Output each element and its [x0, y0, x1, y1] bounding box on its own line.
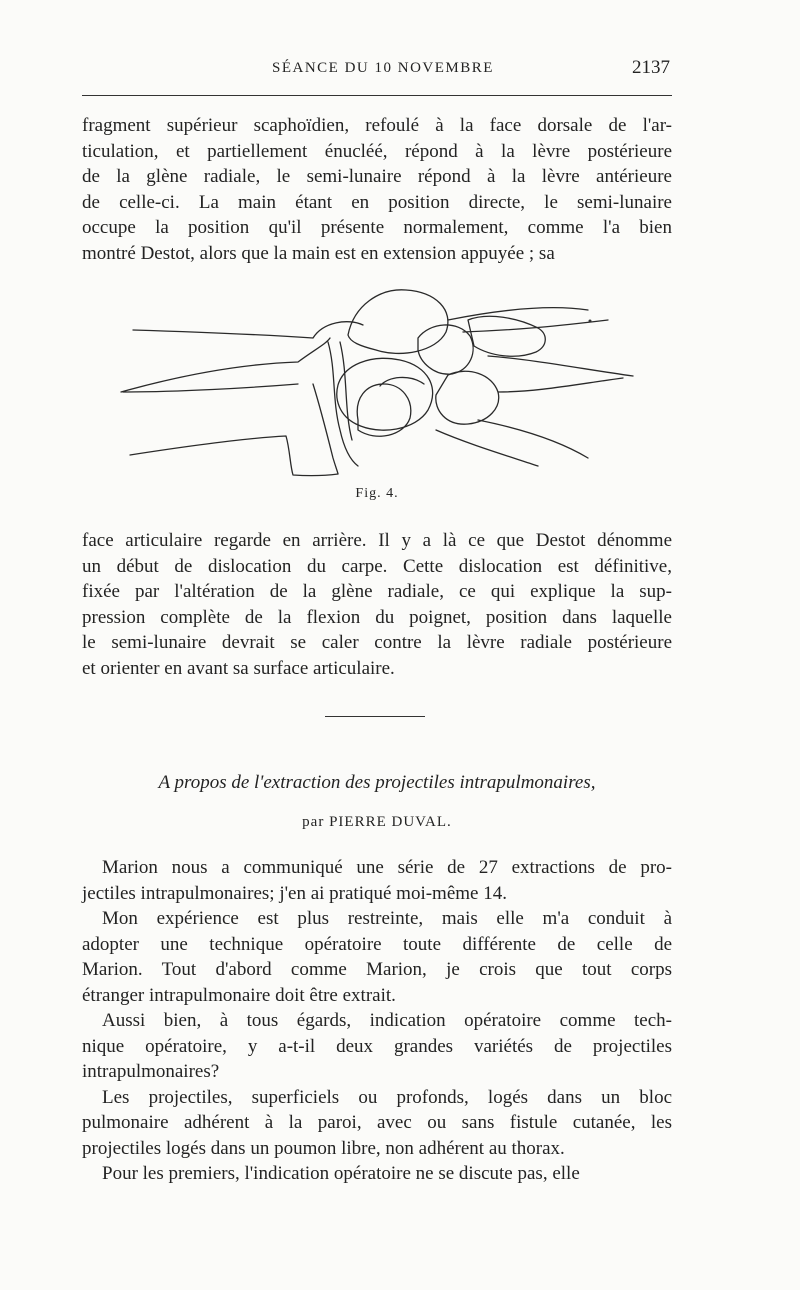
- article-title: A propos de l'extraction des projectiles intrapulmonaires,: [158, 772, 596, 793]
- article-byline: par PIERRE DUVAL.: [302, 814, 452, 830]
- page-number: 2137: [632, 57, 670, 78]
- text-line: montré Destot, alors que la main est en extension appuyée ; sa: [82, 242, 555, 264]
- text-line: occupe la position qu'il présente normalement, comme l'a bien: [82, 217, 672, 238]
- text-line: fragment supérieur scaphoïdien, refoulé à la face dorsale de l'ar-: [82, 115, 672, 136]
- text-line: un début de dislocation du carpe. Cette dislocation est définitive,: [82, 555, 672, 577]
- text-line: Les projectiles, superficiels ou profonds, logés dans un bloc: [102, 1086, 672, 1108]
- figure-caption: Fig. 4.: [355, 486, 399, 501]
- text-line: et orienter en avant sa surface articulaire.: [82, 657, 395, 679]
- text-line: adopter une technique opératoire toute différente de celle de: [82, 933, 672, 955]
- text-line: ticulation, et partiellement énucléé, répond à la lèvre postérieure: [82, 140, 672, 162]
- text-line: Pour les premiers, l'indication opératoire ne se discute pas, elle: [102, 1163, 580, 1184]
- text-line: pulmonaire adhérent à la paroi, avec ou sans fistule cutanée, les: [82, 1112, 672, 1133]
- text-line: Marion nous a communiqué une série de 27 extractions de pro-: [102, 857, 672, 878]
- text-line: le semi-lunaire devrait se caler contre la lèvre radiale postérieure: [82, 632, 672, 653]
- paragraph-after-figure: [82, 528, 672, 681]
- text-line: nique opératoire, y a-t-il deux grandes variétés de projectiles: [82, 1035, 672, 1057]
- section-separator: [325, 716, 425, 717]
- running-title: SÉANCE DU 10 NOVEMBRE: [272, 60, 494, 76]
- wrist-xray-drawing: [118, 280, 638, 480]
- text-line: jectiles intrapulmonaires; j'en ai pratiqué moi-même 14.: [82, 882, 507, 904]
- text-line: projectiles logés dans un poumon libre, non adhérent au thorax.: [82, 1137, 565, 1159]
- header-rule: [82, 95, 672, 96]
- running-header: [82, 57, 672, 84]
- text-line: fixée par l'altération de la glène radiale, ce qui explique la sup-: [82, 581, 672, 602]
- text-line: étranger intrapulmonaire doit être extrait.: [82, 984, 396, 1006]
- article-body: [82, 855, 672, 1187]
- text-line: de la glène radiale, le semi-lunaire répond à la lèvre antérieure: [82, 166, 672, 187]
- text-line: Mon expérience est plus restreinte, mais elle m'a conduit à: [102, 908, 672, 929]
- text-line: Marion. Tout d'abord comme Marion, je crois que tout corps: [82, 959, 672, 980]
- text-line: de celle-ci. La main étant en position directe, le semi-lunaire: [82, 191, 672, 213]
- text-line: pression complète de la flexion du poignet, position dans laquelle: [82, 606, 672, 628]
- text-line: face articulaire regarde en arrière. Il y a là ce que Destot dénomme: [82, 530, 672, 551]
- text-line: intrapulmonaires?: [82, 1061, 220, 1082]
- text-line: Aussi bien, à tous égards, indication opératoire comme tech-: [102, 1010, 672, 1031]
- paragraph-continuation: [82, 113, 672, 266]
